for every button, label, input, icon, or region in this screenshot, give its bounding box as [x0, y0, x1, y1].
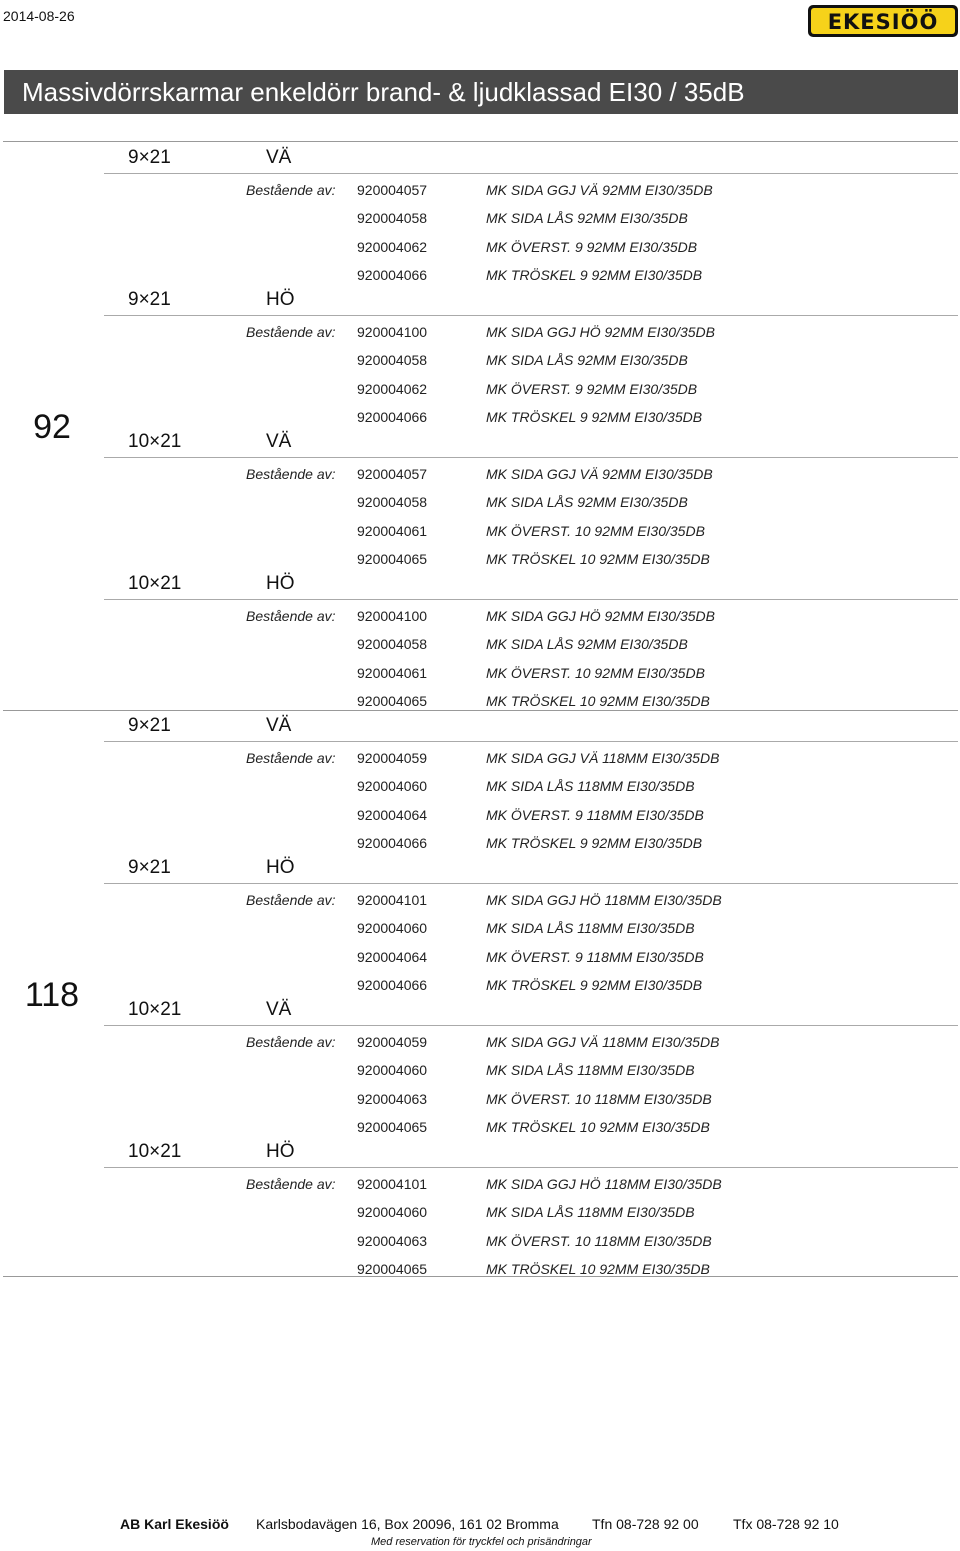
- component-row: [104, 231, 958, 259]
- article-description: MK SIDA LÅS 92MM EI30/35DB: [486, 210, 688, 227]
- article-description: MK TRÖSKEL 10 92MM EI30/35DB: [486, 1119, 710, 1136]
- article-description: MK SIDA LÅS 118MM EI30/35DB: [486, 920, 695, 937]
- article-description: MK ÖVERST. 9 118MM EI30/35DB: [486, 948, 704, 965]
- article-description: MK TRÖSKEL 9 92MM EI30/35DB: [486, 977, 703, 994]
- divider-top: [3, 141, 958, 142]
- article-number: 920004100: [357, 608, 428, 624]
- footer-disclaimer: Med reservation för tryckfel och prisändringar: [371, 1536, 592, 1548]
- component-label: Bestående av:: [246, 1034, 336, 1050]
- article-number: 920004066: [357, 977, 428, 994]
- door-handing: VÄ: [266, 715, 292, 736]
- article-number: 920004057: [357, 466, 428, 482]
- article-number: 920004062: [357, 238, 428, 255]
- article-description: MK SIDA LÅS 118MM EI30/35DB: [486, 1062, 695, 1079]
- component-row: [104, 543, 958, 571]
- article-description: MK SIDA GGJ HÖ 92MM EI30/35DB: [486, 608, 715, 624]
- article-number: 920004066: [357, 267, 428, 284]
- door-handing: VÄ: [266, 999, 292, 1020]
- product-block: [104, 711, 958, 856]
- footer-fax: Tfx 08-728 92 10: [733, 1516, 839, 1532]
- article-description: MK ÖVERST. 9 92MM EI30/35DB: [486, 238, 698, 255]
- component-row: [104, 742, 958, 770]
- footer-phone: Tfn 08-728 92 00: [592, 1516, 699, 1532]
- component-label: Bestående av:: [246, 324, 336, 340]
- component-row: [104, 941, 958, 969]
- article-number: 920004065: [357, 1261, 428, 1278]
- article-number: 920004100: [357, 324, 428, 340]
- component-row: [104, 1111, 958, 1139]
- block-header: [104, 711, 958, 742]
- article-number: 920004065: [357, 693, 428, 710]
- door-handing: HÖ: [266, 573, 295, 594]
- component-row: [104, 344, 958, 372]
- article-description: MK SIDA GGJ HÖ 92MM EI30/35DB: [486, 324, 715, 340]
- article-description: MK SIDA LÅS 118MM EI30/35DB: [486, 1204, 695, 1221]
- article-number: 920004065: [357, 551, 428, 568]
- article-number: 920004064: [357, 948, 428, 965]
- article-number: 920004057: [357, 182, 428, 198]
- article-number: 920004061: [357, 664, 428, 681]
- block-header: [104, 1137, 958, 1168]
- article-description: MK TRÖSKEL 10 92MM EI30/35DB: [486, 693, 710, 710]
- door-size: 10×21: [128, 431, 182, 452]
- door-size: 9×21: [128, 857, 171, 878]
- component-row: [104, 458, 958, 486]
- article-number: 920004066: [357, 409, 428, 426]
- article-number: 920004058: [357, 210, 428, 227]
- article-number: 920004059: [357, 750, 428, 766]
- component-label: Bestående av:: [246, 466, 336, 482]
- article-number: 920004060: [357, 1062, 428, 1079]
- component-row: [104, 628, 958, 656]
- block-header: [104, 285, 958, 316]
- component-row: [104, 1225, 958, 1253]
- article-description: MK SIDA GGJ VÄ 118MM EI30/35DB: [486, 750, 720, 766]
- component-row: [104, 486, 958, 514]
- article-description: MK SIDA LÅS 118MM EI30/35DB: [486, 778, 695, 795]
- article-number: 920004060: [357, 1204, 428, 1221]
- component-label: Bestående av:: [246, 182, 336, 198]
- block-header: [104, 853, 958, 884]
- article-description: MK SIDA GGJ HÖ 118MM EI30/35DB: [486, 1176, 722, 1192]
- article-description: MK ÖVERST. 9 118MM EI30/35DB: [486, 806, 704, 823]
- article-description: MK ÖVERST. 10 92MM EI30/35DB: [486, 664, 705, 681]
- article-description: MK TRÖSKEL 9 92MM EI30/35DB: [486, 409, 703, 426]
- article-description: MK ÖVERST. 9 92MM EI30/35DB: [486, 380, 698, 397]
- page-title: Massivdörrskarmar enkeldörr brand- & ljudklassad EI30 / 35dB: [22, 77, 745, 107]
- component-row: [104, 657, 958, 685]
- product-block: [104, 427, 958, 572]
- document-date: 2014-08-26: [3, 8, 75, 24]
- block-header: [104, 569, 958, 600]
- component-row: [104, 515, 958, 543]
- component-label: Bestående av:: [246, 750, 336, 766]
- door-handing: VÄ: [266, 147, 292, 168]
- article-number: 920004059: [357, 1034, 428, 1050]
- component-row: [104, 1196, 958, 1224]
- component-row: [104, 1083, 958, 1111]
- component-row: [104, 1253, 958, 1281]
- door-size: 9×21: [128, 147, 171, 168]
- door-size: 9×21: [128, 715, 171, 736]
- block-header: [104, 143, 958, 174]
- article-number: 920004061: [357, 522, 428, 539]
- component-row: [104, 1168, 958, 1196]
- component-row: [104, 1054, 958, 1082]
- product-block: [104, 1137, 958, 1282]
- component-row: [104, 770, 958, 798]
- component-row: [104, 827, 958, 855]
- article-number: 920004058: [357, 352, 428, 369]
- article-description: MK SIDA GGJ VÄ 118MM EI30/35DB: [486, 1034, 720, 1050]
- footer-company: AB Karl Ekesiöö: [120, 1516, 229, 1532]
- component-row: [104, 401, 958, 429]
- component-row: [104, 174, 958, 202]
- article-description: MK TRÖSKEL 10 92MM EI30/35DB: [486, 1261, 710, 1278]
- product-block: [104, 285, 958, 430]
- component-label: Bestående av:: [246, 608, 336, 624]
- component-row: [104, 1026, 958, 1054]
- article-description: MK SIDA LÅS 92MM EI30/35DB: [486, 636, 688, 653]
- title-bar: [4, 70, 958, 114]
- door-size: 10×21: [128, 573, 182, 594]
- article-number: 920004058: [357, 494, 428, 511]
- article-number: 920004064: [357, 806, 428, 823]
- component-row: [104, 600, 958, 628]
- logo-text: EKESIÖÖ: [827, 10, 939, 34]
- product-block: [104, 853, 958, 998]
- component-row: [104, 316, 958, 344]
- door-handing: HÖ: [266, 289, 295, 310]
- article-number: 920004066: [357, 835, 428, 852]
- door-size: 9×21: [128, 289, 171, 310]
- footer-address: Karlsbodavägen 16, Box 20096, 161 02 Bromma: [256, 1516, 559, 1532]
- article-description: MK SIDA LÅS 92MM EI30/35DB: [486, 494, 688, 511]
- article-number: 920004063: [357, 1090, 428, 1107]
- component-row: [104, 969, 958, 997]
- door-handing: HÖ: [266, 1141, 295, 1162]
- block-header: [104, 427, 958, 458]
- door-size: 10×21: [128, 1141, 182, 1162]
- article-number: 920004062: [357, 380, 428, 397]
- article-description: MK ÖVERST. 10 118MM EI30/35DB: [486, 1232, 712, 1249]
- component-row: [104, 259, 958, 287]
- component-label: Bestående av:: [246, 892, 336, 908]
- ekesioo-logo: [808, 5, 958, 37]
- door-handing: VÄ: [266, 431, 292, 452]
- block-header: [104, 995, 958, 1026]
- article-number: 920004060: [357, 778, 428, 795]
- article-number: 920004060: [357, 920, 428, 937]
- frame-depth-label: 92: [33, 408, 71, 446]
- article-description: MK TRÖSKEL 9 92MM EI30/35DB: [486, 835, 703, 852]
- component-row: [104, 884, 958, 912]
- article-number: 920004058: [357, 636, 428, 653]
- product-block: [104, 569, 958, 714]
- component-row: [104, 202, 958, 230]
- component-row: [104, 912, 958, 940]
- component-row: [104, 373, 958, 401]
- article-description: MK TRÖSKEL 9 92MM EI30/35DB: [486, 267, 703, 284]
- article-number: 920004101: [357, 892, 428, 908]
- article-description: MK ÖVERST. 10 92MM EI30/35DB: [486, 522, 705, 539]
- article-number: 920004063: [357, 1232, 428, 1249]
- article-description: MK SIDA GGJ VÄ 92MM EI30/35DB: [486, 182, 713, 198]
- article-description: MK SIDA GGJ VÄ 92MM EI30/35DB: [486, 466, 713, 482]
- product-block: [104, 143, 958, 288]
- product-block: [104, 995, 958, 1140]
- article-description: MK SIDA LÅS 92MM EI30/35DB: [486, 352, 688, 369]
- component-row: [104, 685, 958, 713]
- article-number: 920004101: [357, 1176, 428, 1192]
- article-description: MK TRÖSKEL 10 92MM EI30/35DB: [486, 551, 710, 568]
- door-handing: HÖ: [266, 857, 295, 878]
- article-number: 920004065: [357, 1119, 428, 1136]
- frame-depth-label: 118: [24, 976, 80, 1014]
- component-label: Bestående av:: [246, 1176, 336, 1192]
- article-description: MK ÖVERST. 10 118MM EI30/35DB: [486, 1090, 712, 1107]
- component-row: [104, 799, 958, 827]
- article-description: MK SIDA GGJ HÖ 118MM EI30/35DB: [486, 892, 722, 908]
- door-size: 10×21: [128, 999, 182, 1020]
